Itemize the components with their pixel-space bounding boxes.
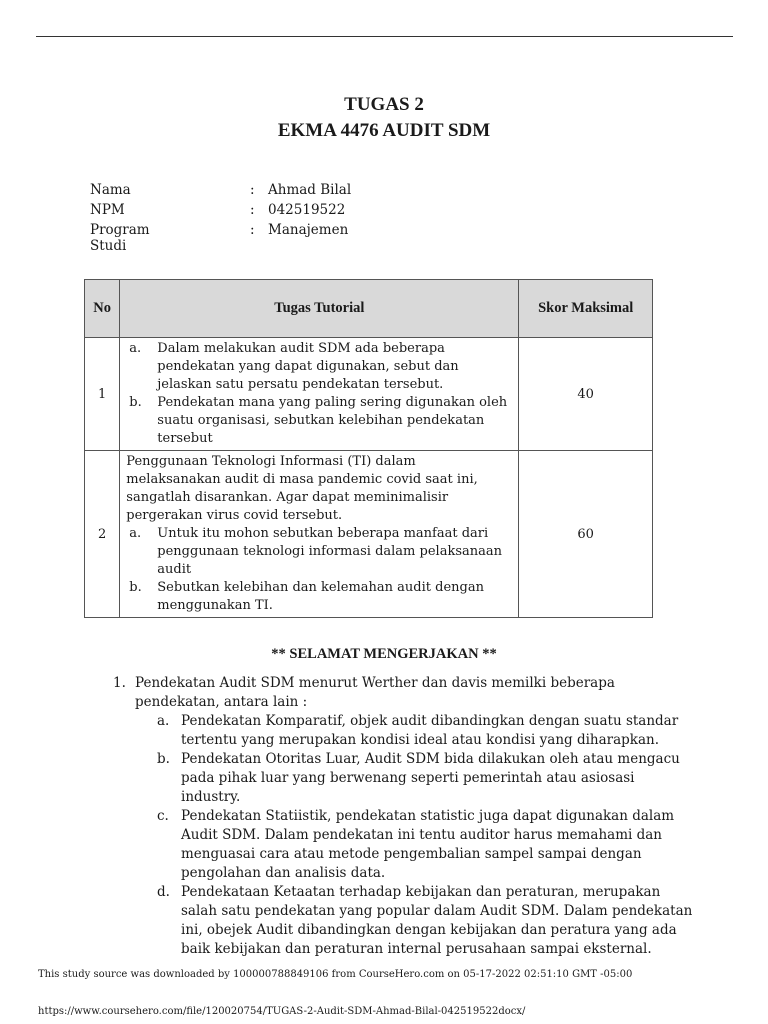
identity-label: Nama bbox=[90, 182, 131, 198]
identity-colon: : bbox=[250, 182, 255, 198]
item-marker: b. bbox=[157, 751, 170, 767]
task-intro: Penggunaan Teknologi Informasi (TI) dalam melaksanakan audit di masa pandemic covid saat ini, sangatlah disarankan. Agar dapat meminimalisir pergerakan virus covid tersebut. bbox=[126, 454, 478, 523]
doc-subtitle: EKMA 4476 AUDIT SDM bbox=[277, 120, 491, 141]
item-text: Pendekatan Statiistik, pendekatan statistic juga dapat digunakan dalam Audit SDM. Dalam pendekatan ini tentu auditor harus memahami dan menguasai cara atau metode pengembalian sampel sampai dengan pengolahan dan analisis data. bbox=[181, 808, 675, 881]
item-marker: a. bbox=[129, 526, 142, 541]
header-score: Skor Maksimal bbox=[519, 280, 653, 338]
identity-label: NPM bbox=[90, 202, 125, 218]
identity-colon: : bbox=[250, 222, 255, 238]
table-row bbox=[85, 338, 653, 451]
item-text: Sebutkan kelebihan dan kelemahan audit dengan menggunakan TI. bbox=[157, 580, 484, 613]
answer-question bbox=[113, 674, 693, 712]
doc-title: TUGAS 2 bbox=[344, 94, 424, 115]
table-header-row bbox=[85, 280, 653, 338]
answer-item bbox=[113, 712, 693, 750]
footer-source-note: This study source was downloaded by 100000788849106 from CourseHero.com on 05-17-2022 02:51:10 GMT -05:00 bbox=[38, 969, 633, 980]
row-score: 40 bbox=[519, 338, 653, 451]
task-item bbox=[126, 525, 512, 579]
item-text: Pendekataan Ketaatan terhadap kebijakan dan peraturan, merupakan salah satu pendekatan yang popular dalam Audit SDM. Dalam pendekatan ini, obejek Audit dibandingkan dengan kebijakan dan peratura yang ada baik kebijakan dan peraturan internal perusahaan sampai eksternal. bbox=[181, 884, 693, 957]
footer-url-link[interactable]: https://www.coursehero.com/file/120020754/TUGAS-2-Audit-SDM-Ahmad-Bilal-042519522docx/ bbox=[38, 1006, 526, 1017]
answer-item bbox=[113, 883, 693, 959]
answer-item bbox=[113, 750, 693, 807]
identity-colon: : bbox=[250, 202, 255, 218]
item-text: Pendekatan Komparatif, objek audit dibandingkan dengan suatu standar tertentu yang merupakan kondisi ideal atau kondisi yang diharapkan. bbox=[181, 713, 679, 748]
answer-number: 1. bbox=[113, 675, 126, 691]
item-marker: b. bbox=[129, 395, 142, 410]
row-task bbox=[120, 338, 519, 451]
identity-label: Program Studi bbox=[90, 222, 150, 254]
identity-value: Ahmad Bilal bbox=[268, 182, 352, 198]
answer-item bbox=[113, 807, 693, 883]
task-table bbox=[84, 279, 653, 618]
header-task: Tugas Tutorial bbox=[120, 280, 519, 338]
item-marker: a. bbox=[157, 713, 170, 729]
item-text: Pendekatan mana yang paling sering digunakan oleh suatu organisasi, sebutkan kelebihan pendekatan tersebut bbox=[157, 395, 508, 446]
item-marker: c. bbox=[157, 808, 169, 824]
identity-value: Manajemen bbox=[268, 222, 349, 238]
answer-text: Pendekatan Audit SDM menurut Werther dan davis memilki beberapa pendekatan, antara lain : bbox=[135, 675, 615, 710]
item-marker: b. bbox=[129, 580, 142, 595]
item-marker: a. bbox=[129, 341, 142, 356]
item-marker: d. bbox=[157, 884, 170, 900]
identity-value: 042519522 bbox=[268, 202, 346, 218]
item-text: Untuk itu mohon sebutkan beberapa manfaat dari penggunaan teknologi informasi dalam pelaksanaan audit bbox=[157, 526, 502, 577]
task-item bbox=[126, 340, 512, 394]
row-score: 60 bbox=[519, 451, 653, 618]
answer-section bbox=[113, 674, 693, 959]
table-row bbox=[85, 451, 653, 618]
row-number: 1 bbox=[85, 338, 120, 451]
header-no: No bbox=[85, 280, 120, 338]
row-task bbox=[120, 451, 519, 618]
item-text: Pendekatan Otoritas Luar, Audit SDM bida dilakukan oleh atau mengacu pada pihak luar yang berwenang seperti pemerintah atau asiosasi industry. bbox=[181, 751, 680, 805]
task-item bbox=[126, 394, 512, 448]
row-number: 2 bbox=[85, 451, 120, 618]
task-item bbox=[126, 579, 512, 615]
item-text: Dalam melakukan audit SDM ada beberapa pendekatan yang dapat digunakan, sebut dan jelaskan satu persatu pendekatan tersebut. bbox=[157, 341, 459, 392]
closing-heading: ** SELAMAT MENGERJAKAN ** bbox=[271, 646, 497, 662]
top-rule bbox=[36, 36, 733, 37]
